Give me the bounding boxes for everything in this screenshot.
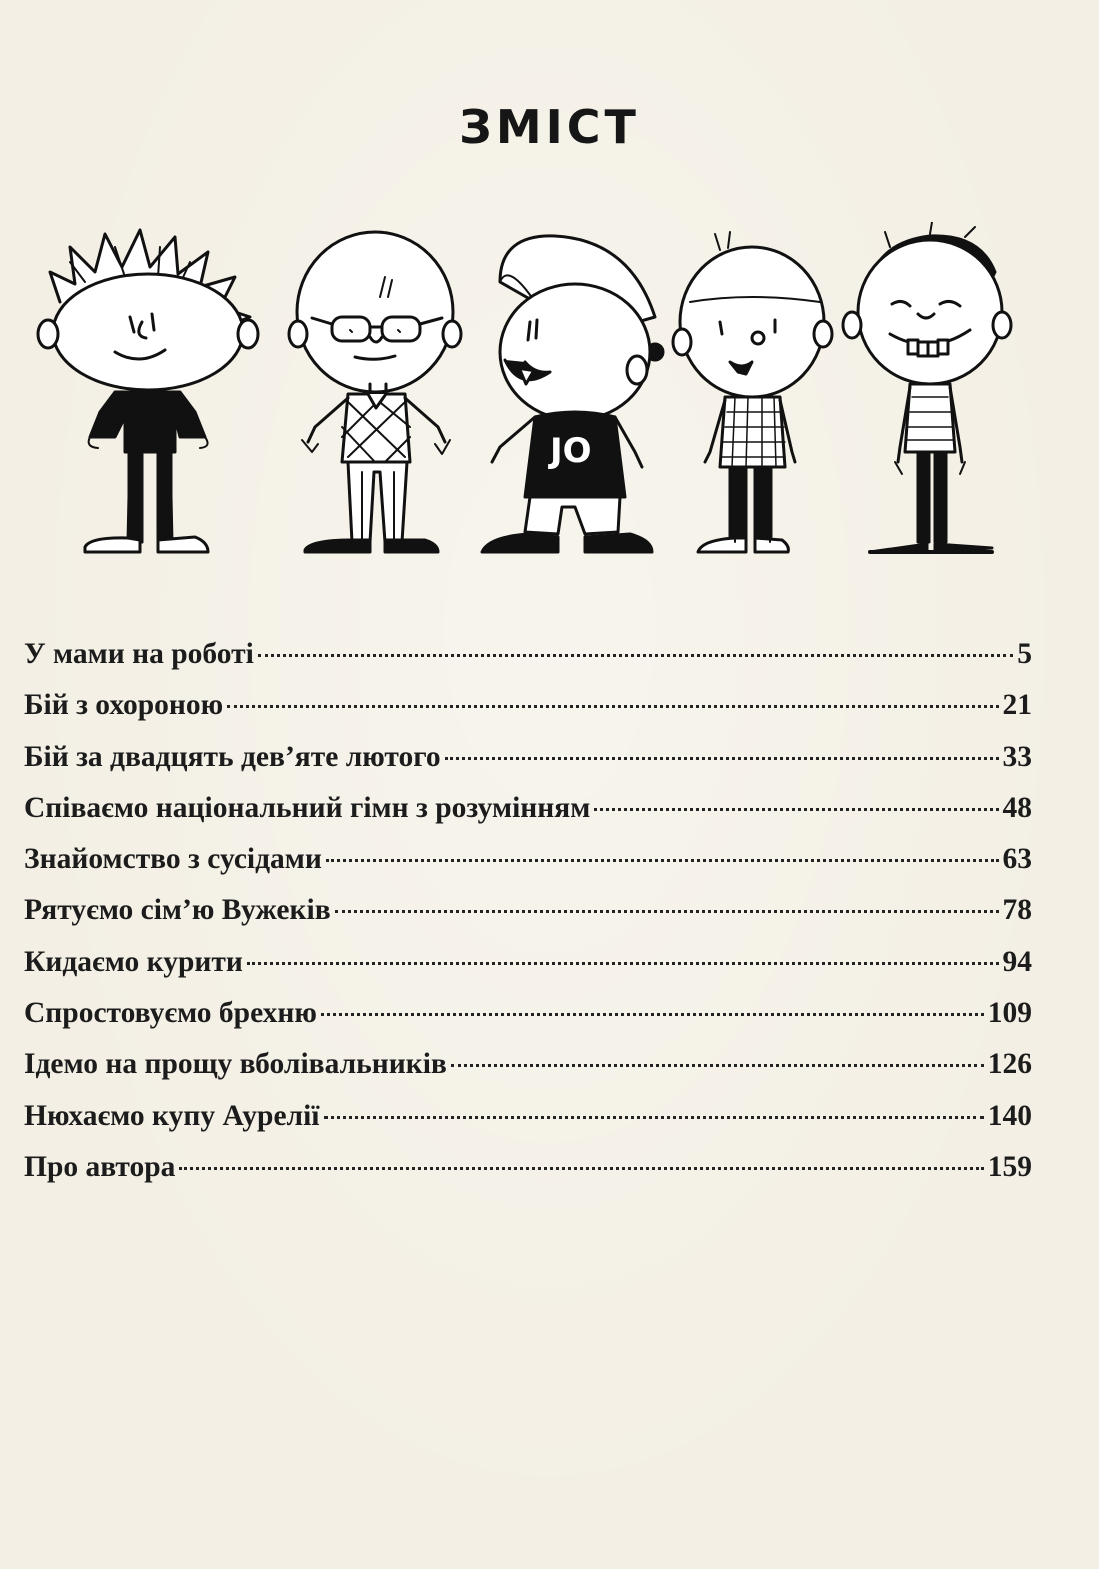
dot-leader: [258, 654, 1013, 657]
toc-entry-title: Бій за двадцять дев’яте лютого: [24, 740, 441, 773]
smiling-boy: [843, 222, 1011, 552]
dot-leader: [227, 705, 998, 708]
characters-illustration: [30, 222, 1030, 572]
toc-entry-page: 109: [987, 997, 1032, 1030]
dot-leader: [324, 1116, 984, 1119]
toc-entry-page: 94: [1002, 945, 1032, 978]
dot-leader: [326, 859, 999, 862]
toc-entry: [24, 843, 1032, 894]
page-title: ЗМІСТ: [459, 100, 640, 154]
toc-entry-title: Рятуємо сім’ю Вужеків: [24, 894, 331, 927]
toc-entry-page: 63: [1002, 843, 1032, 876]
toc-entry-page: 159: [987, 1150, 1032, 1183]
toc-entry: [24, 689, 1032, 740]
dot-leader: [451, 1064, 984, 1067]
boy-in-cap: [482, 236, 663, 552]
boy-in-checked-shirt: [673, 232, 832, 552]
spiky-hair-boy: [38, 230, 258, 552]
toc-entry-page: 33: [1002, 740, 1032, 773]
dot-leader: [247, 962, 999, 965]
bald-boy-with-glasses: [289, 232, 461, 552]
toc-entry: [24, 638, 1032, 689]
toc-entry: [24, 997, 1032, 1048]
toc-entry: [24, 894, 1032, 945]
toc-entry-title: Знайомство з сусідами: [24, 843, 322, 876]
toc-entry-page: 21: [1002, 689, 1032, 722]
dot-leader: [445, 757, 999, 760]
dot-leader: [335, 910, 999, 913]
toc-entry: [24, 792, 1032, 843]
toc-entry-page: 126: [987, 1048, 1032, 1081]
toc-entry: [24, 1100, 1032, 1151]
toc-entry-title: Співаємо національний гімн з розумінням: [24, 791, 591, 824]
toc-entry: [24, 1048, 1032, 1099]
toc-entry-title: Про автора: [24, 1150, 176, 1183]
toc-entry-page: 48: [1002, 791, 1032, 824]
toc-entry-page: 140: [987, 1099, 1032, 1132]
shirt-text: JO: [550, 431, 592, 471]
toc-entry-title: Ідемо на прощу вболівальників: [24, 1048, 447, 1081]
toc-entry-title: Нюхаємо купу Аурелії: [24, 1099, 320, 1132]
toc-entry: [24, 1151, 1032, 1202]
dot-leader: [179, 1167, 983, 1170]
toc-entry: [24, 946, 1032, 997]
toc-entry-title: Бій з охороною: [24, 689, 224, 722]
table-of-contents: [24, 638, 1032, 1202]
toc-entry-page: 78: [1002, 894, 1032, 927]
dot-leader: [321, 1013, 984, 1016]
toc-entry-title: Спростовуємо брехню: [24, 997, 317, 1030]
dot-leader: [594, 808, 998, 811]
toc-entry-title: Кидаємо курити: [24, 945, 243, 978]
toc-entry-title: У мами на роботі: [24, 638, 254, 670]
toc-entry-page: 5: [1017, 638, 1032, 670]
toc-entry: [24, 741, 1032, 792]
